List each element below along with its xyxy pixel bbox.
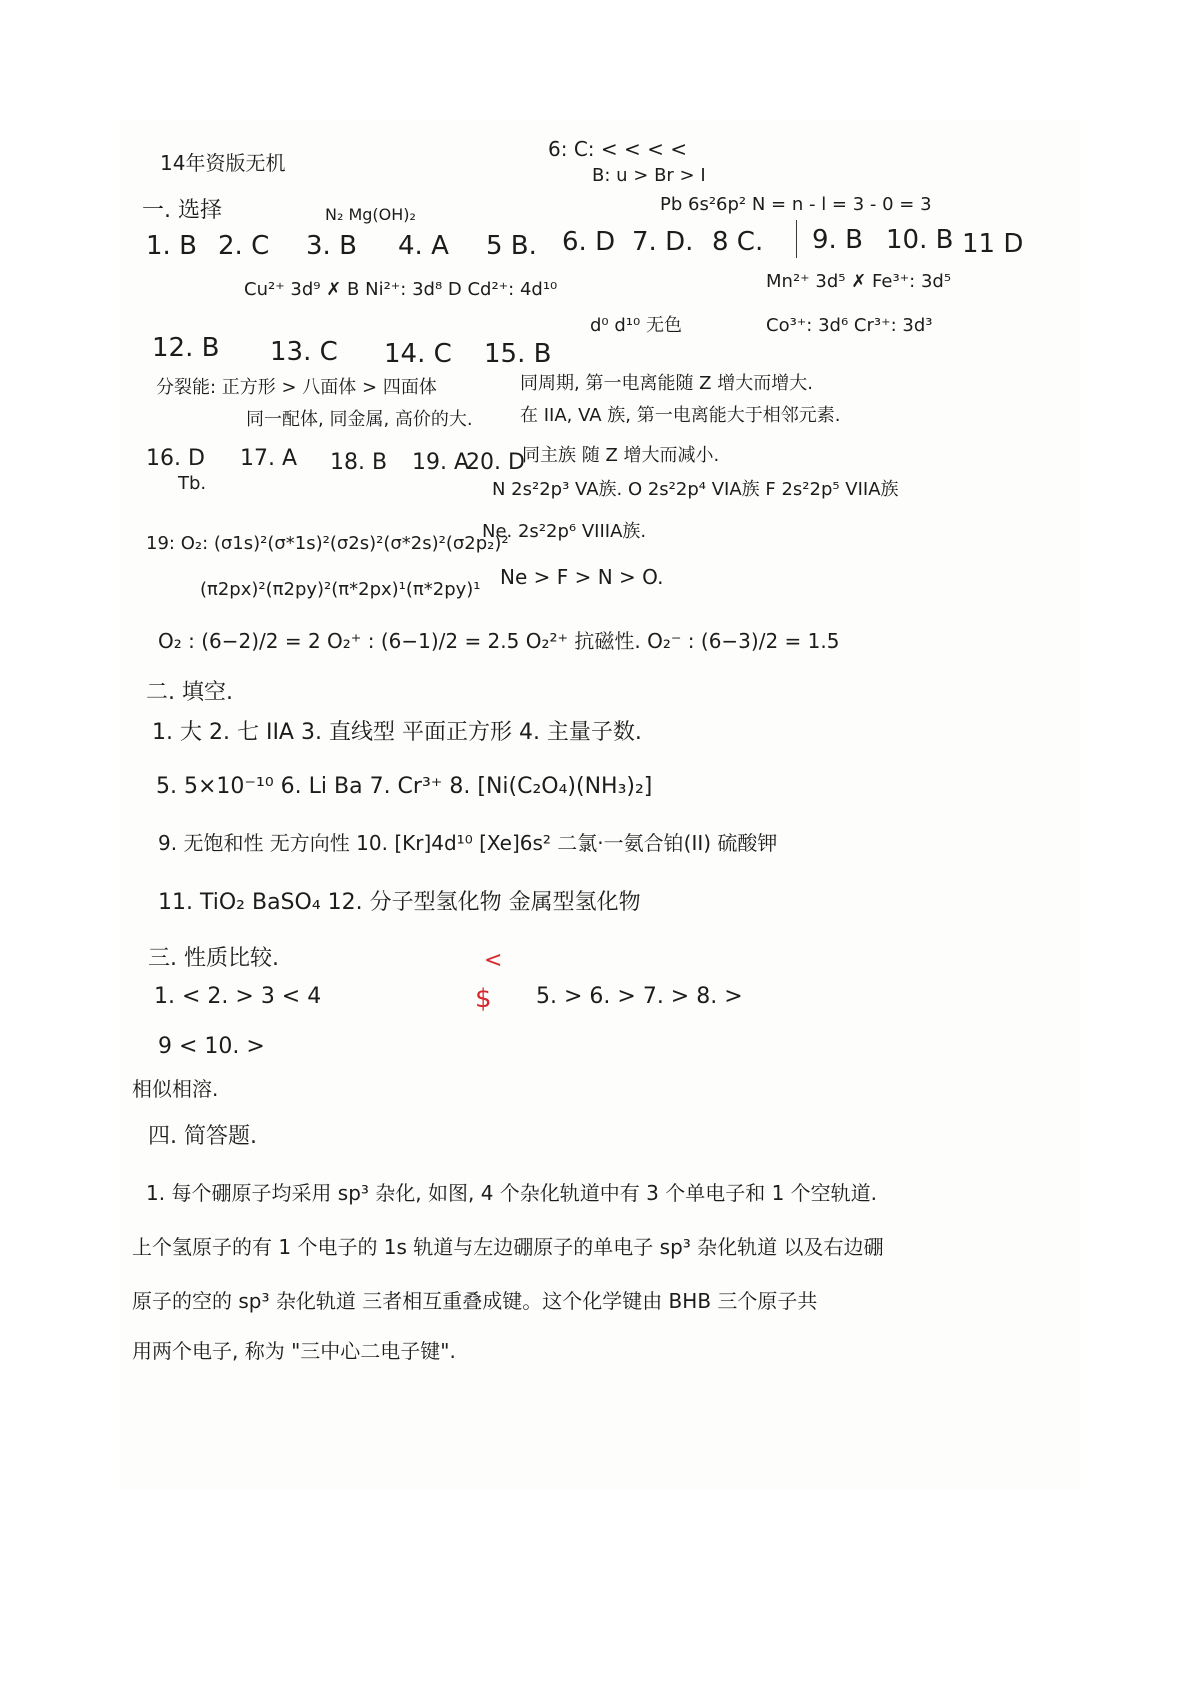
fill-row-4: 11. TiO₂ BaSO₄ 12. 分子型氢化物 金属型氢化物 <box>158 890 641 915</box>
answer-12: 12. B <box>152 333 220 363</box>
section-3-heading: 三. 性质比较. <box>148 946 279 971</box>
column-divider <box>796 220 797 258</box>
section-1-heading: 一. 选择 <box>142 198 222 223</box>
struck-answer: $ <box>475 984 492 1014</box>
element-order: Ne > F > N > O. <box>500 565 664 589</box>
red-correction: < <box>484 948 503 973</box>
answer-18: 18. B <box>330 450 388 475</box>
right-note-2: B: u > Br > I <box>592 165 706 186</box>
answer-13: 13. C <box>270 337 338 367</box>
compare-row-2: 9 < 10. > <box>158 1034 265 1059</box>
ionization-rule-1: 同周期, 第一电离能随 Z 增大而增大. <box>520 373 813 394</box>
answer-4: 4. A <box>398 231 449 261</box>
electron-configs-2: Mn²⁺ 3d⁵ ✗ Fe³⁺: 3d⁵ <box>766 271 952 292</box>
electron-configs-3: d⁰ d¹⁰ 无色 <box>590 315 682 336</box>
answer-15: 15. B <box>484 339 552 369</box>
answer-20: 20. D <box>466 450 525 475</box>
answer-paragraph-line-1: 1. 每个硼原子均采用 sp³ 杂化, 如图, 4 个杂化轨道中有 3 个单电子和 1 个空轨道. <box>146 1181 878 1205</box>
answer-paragraph-line-2: 上个氢原子的有 1 个电子的 1s 轨道与左边硼原子的单电子 sp³ 杂化轨道 以及右边硼 <box>132 1235 884 1259</box>
compare-row-1: 1. < 2. > 3 < 4 <box>154 984 322 1009</box>
fill-row-2: 5. 5×10⁻¹⁰ 6. Li Ba 7. Cr³⁺ 8. [Ni(C₂O₄)(NH₃)₂] <box>156 774 653 799</box>
answer-6: 6. D <box>562 227 616 257</box>
fill-row-3: 9. 无饱和性 无方向性 10. [Kr]4d¹⁰ [Xe]6s² 二氯·一氨合铂(II) 硫酸钾 <box>158 831 778 855</box>
bond-order-line: O₂ : (6−2)/2 = 2 O₂⁺ : (6−1)/2 = 2.5 O₂²⁺ 抗磁性. O₂⁻ : (6−3)/2 = 1.5 <box>158 629 840 653</box>
ionization-rule-2: 在 IIA, VA 族, 第一电离能大于相邻元素. <box>520 405 841 426</box>
answer-19: 19. A <box>412 450 470 475</box>
answer-2: 2. C <box>218 231 270 261</box>
fill-row-1: 1. 大 2. 七 IIA 3. 直线型 平面正方形 4. 主量子数. <box>152 720 642 745</box>
section-2-heading: 二. 填空. <box>146 680 233 705</box>
o2-config-1: 19: O₂: (σ1s)²(σ*1s)²(σ2s)²(σ*2s)²(σ2p₂)² <box>146 533 509 554</box>
answer-16-note: Tb. <box>178 473 207 494</box>
o2-config-2: (π2px)²(π2py)²(π*2px)¹(π*2py)¹ <box>200 579 481 600</box>
answer-17: 17. A <box>240 446 298 471</box>
element-configs-2: Ne. 2s²2p⁶ VIIIA族. <box>482 521 647 542</box>
answer-paragraph-line-3: 原子的空的 sp³ 杂化轨道 三者相互重叠成键。这个化学键由 BHB 三个原子共 <box>132 1289 818 1313</box>
electron-configs-1: Cu²⁺ 3d⁹ ✗ B Ni²⁺: 3d⁸ D Cd²⁺: 4d¹⁰ <box>244 279 558 300</box>
right-note-1: 6: C: < < < < <box>548 137 687 161</box>
section-1-note: N₂ Mg(OH)₂ <box>325 205 416 224</box>
answer-7: 7. D. <box>632 227 694 257</box>
ionization-rule-3: 同主族 随 Z 增大而减小. <box>522 445 720 466</box>
answer-8: 8 C. <box>712 227 764 257</box>
electron-configs-4: Co³⁺: 3d⁶ Cr³⁺: 3d³ <box>766 315 933 336</box>
answer-paragraph-line-4: 用两个电子, 称为 "三中心二电子键". <box>132 1339 456 1363</box>
answer-9: 9. B <box>812 225 863 255</box>
page-title: 14年资版无机 <box>160 151 286 175</box>
split-energy-rule-1: 分裂能: 正方形 > 八面体 > 四面体 <box>156 377 437 398</box>
right-note-3: Pb 6s²6p² N = n - l = 3 - 0 = 3 <box>660 194 932 215</box>
compare-row-1-rest: 5. > 6. > 7. > 8. > <box>536 984 743 1009</box>
element-configs-1: N 2s²2p³ VA族. O 2s²2p⁴ VIA族 F 2s²2p⁵ VIIA族 <box>492 479 899 500</box>
section-4-heading: 四. 简答题. <box>148 1124 257 1149</box>
answer-14: 14. C <box>384 339 452 369</box>
note-line: 相似相溶. <box>132 1077 219 1101</box>
answer-5: 5 B. <box>486 231 537 261</box>
split-energy-rule-2: 同一配体, 同金属, 高价的大. <box>246 409 473 430</box>
answer-16: 16. D <box>146 446 205 471</box>
answer-10: 10. B <box>886 225 954 255</box>
answer-3: 3. B <box>306 231 357 261</box>
answer-1: 1. B <box>146 231 197 261</box>
answer-11: 11 D <box>962 229 1024 259</box>
